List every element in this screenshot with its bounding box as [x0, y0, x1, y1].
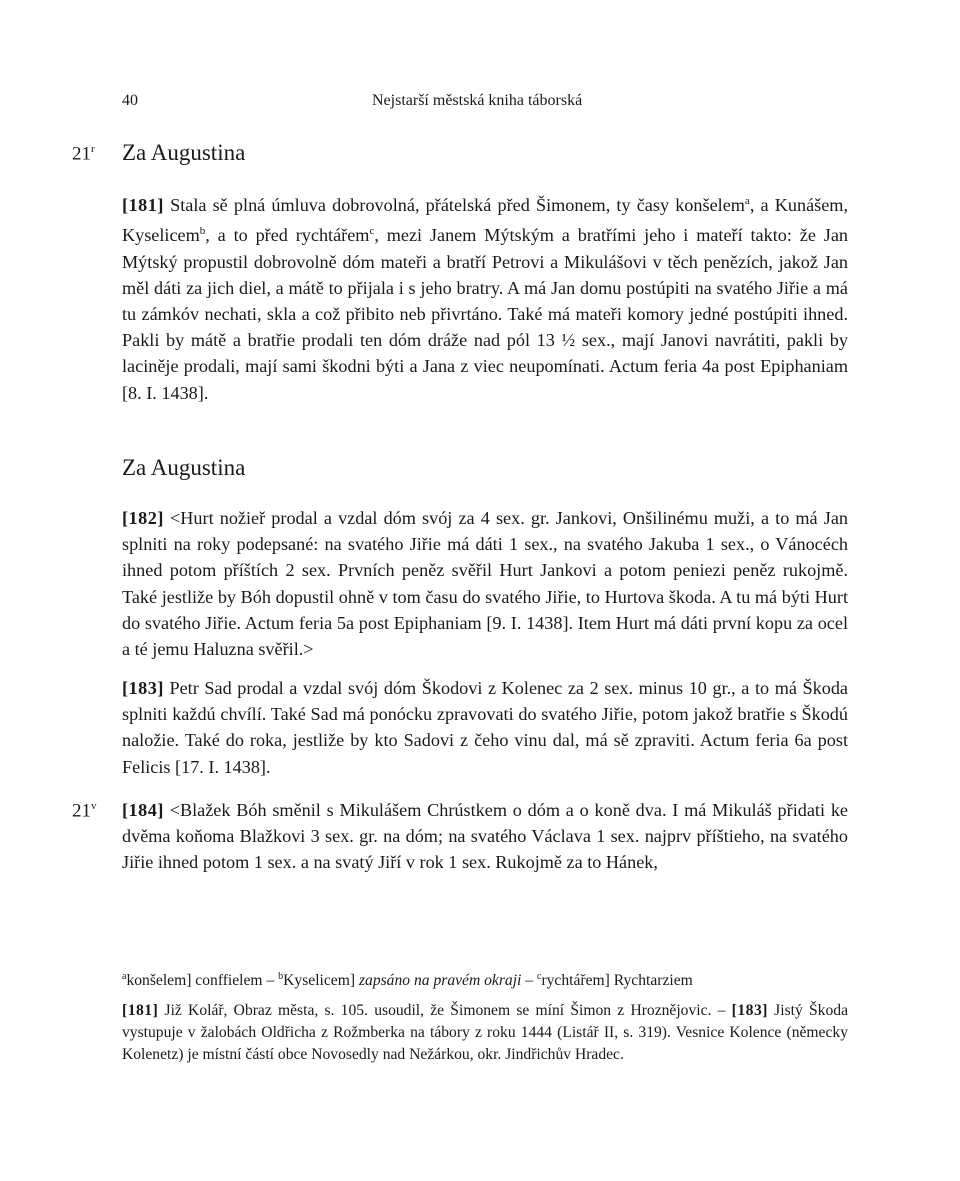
note-entry-number: [183]: [731, 1002, 768, 1019]
section-heading: Za Augustina: [122, 140, 246, 165]
note-entry-number: [181]: [122, 1002, 159, 1019]
entry-number: [183]: [122, 678, 164, 698]
commentary-notes: [181] Již Kolář, Obraz města, s. 105. usoudil, že Šimonem se míní Šimon z Hroznějovic. – [183] Jistý Škoda vystupuje v žalobách Oldřicha z Rožmberka na tábory z roku 1444 (Listář II, s. 319). Vesnice Kolence (německy Kolenetz) je místní částí obce Novosedly nad Nežárkou, okr. Jindřichův Hradec.: [122, 1002, 848, 1063]
entry-number: [181]: [122, 195, 164, 216]
entry-181: [181] Stala sě plná úmluva dobrovolná, přátelská před Šimonem, ty časy konšelem$^a$, a Kunášem, Kyselicem$^b$, a to před rychtářem$^c$, mezi Janem Mýtským a bratřími jeho i mateří takto: že Jan Mýtský propustil dobrovolně dóm mateři a bratří Petrovi a Mikulášovi v těch penězích, jakož Jan měl dáti za jich diel, a mátě to přijala i s jeho bratry. A má Jan domu postúpiti na svatého Jiřie a má tu zámkóv nechati, skla a což přibito neb přivrtáno. Také má mateři komory jedné postúpiti ihned. Pakli by mátě a bratřie prodali ten dóm dráže nad pól 13 ½ sex., mají Janovi navrátiti, pakli by laciněje prodali, mají sami škodni býti a Jana z viec neupomínati. Actum feria 4a post Epiphaniam [8. I. 1438].: [122, 195, 849, 403]
entry-183: [183] Petr Sad prodal a vzdal svój dóm Škodovi z Kolenec za 2 sex. minus 10 gr., a to má Škoda splniti každú chvílí. Také Sad má ponócku zpravovati do svatého Jiřie, potom jakož bratřie s Škodú naložie. Také do roka, jestliže by kto Sadovi z čeho vinu dal, má sě zpraviti. Actum feria 6a post Felicis [17. I. 1438].: [122, 678, 848, 777]
section-heading: Za Augustina: [122, 455, 246, 480]
entry-184: [184] <Blažek Bóh směnil s Mikulášem Chrústkem o dóm a o koně dva. I má Mikuláš přidati ke dvěma koňoma Blažkovi 3 sex. gr. na dóm; na svatého Václava 1 sex. najprv příštieho, na svatého Jiřie ihned potom 1 sex. a na svatý Jiří v rok 1 sex. Rukojmě za to Hánek,: [122, 800, 848, 873]
page-number: 40: [122, 92, 138, 109]
entry-number: [182]: [122, 508, 164, 528]
entry-182: [182] <Hurt nožieř prodal a vzdal dóm svój za 4 sex. gr. Jankovi, Onšilinému muži, a to má Jan splniti na roky podepsané: na svatého Jiřie má dáti 1 sex., na svatého Jakuba 1 sex., o Vánocéch ihned potom příštích 2 sex. Prvních peněz svěřil Hurt Jankovi a potom peniezi peněz rukojmě. Také jestliže by Bóh dopustil ohně v tom času do svatého Jiřie, to Hurtova škoda. A tu má býti Hurt do svatého Jiřie. Actum feria 5a post Epiphaniam [9. I. 1438]. Item Hurt má dáti první kopu za ocel a té jemu Haluzna svěřil.>: [122, 508, 848, 660]
entry-number: [184]: [122, 800, 164, 820]
folio-marker-21v: 21$^v$: [72, 800, 97, 822]
running-title: Nejstarší městská kniha táborská: [372, 92, 583, 109]
textual-notes: $^a$konšelem] conffielem – $^b$Kyselicem] zapsáno na pravém okraji – $^c$rychtářem] Rychtarziem: [122, 971, 693, 990]
folio-marker-21r: 21$^r$: [72, 143, 95, 165]
